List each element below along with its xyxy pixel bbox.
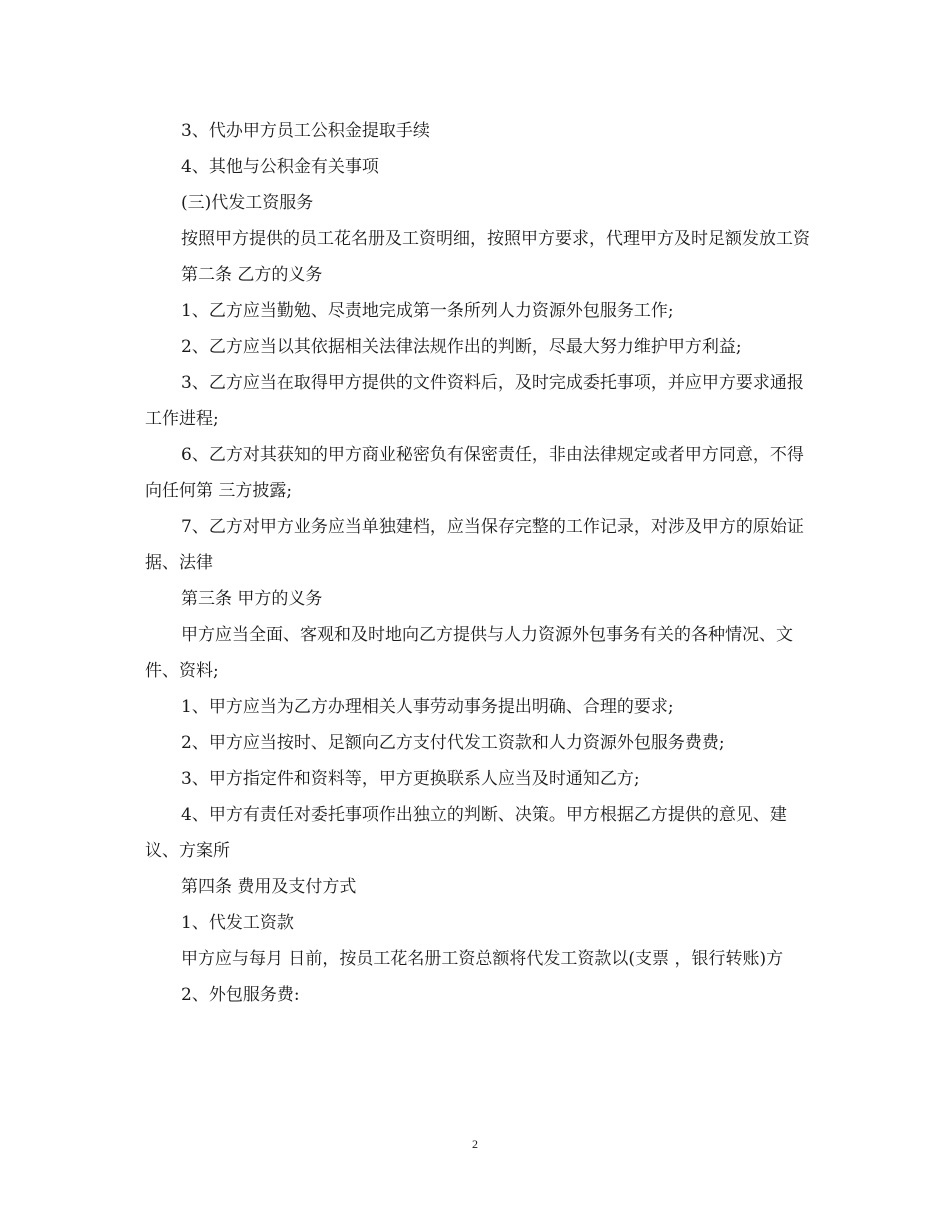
paragraph: 6、乙方对其获知的甲方商业秘密负有保密责任，非由法律规定或者甲方同意，不得向任何第 三方披露; — [145, 445, 804, 501]
document-body — [145, 113, 815, 1013]
paragraph: 甲方应与每月 日前，按员工花名册工资总额将代发工资款以(支票 ，银行转账)方 — [181, 949, 784, 969]
article-heading: 第二条 乙方的义务 — [181, 265, 323, 285]
paragraph: 1、甲方应当为乙方办理相关人事劳动事务提出明确、合理的要求; — [181, 697, 674, 717]
page-number: 2 — [472, 1137, 478, 1151]
paragraph: 2、甲方应当按时、足额向乙方支付代发工资款和人力资源外包服务费费; — [181, 733, 725, 753]
article-heading: 第四条 费用及支付方式 — [181, 877, 357, 897]
paragraph: 2、乙方应当以其依据相关法律法规作出的判断，尽最大努力维护甲方利益; — [181, 337, 742, 357]
paragraph: 1、代发工资款 — [181, 913, 294, 933]
paragraph: 4、甲方有责任对委托事项作出独立的判断、决策。甲方根据乙方提供的意见、建议、方案所 — [145, 805, 787, 861]
paragraph: 1、乙方应当勤勉、尽责地完成第一条所列人力资源外包服务工作; — [181, 301, 674, 321]
paragraph: 2、外包服务费: — [181, 985, 300, 1005]
article-heading: 第三条 甲方的义务 — [181, 589, 323, 609]
paragraph: 4、其他与公积金有关事项 — [181, 157, 379, 177]
paragraph: 甲方应当全面、客观和及时地向乙方提供与人力资源外包事务有关的各种情况、文件、资料; — [145, 625, 793, 681]
paragraph: 按照甲方提供的员工花名册及工资明细，按照甲方要求，代理甲方及时足额发放工资 — [181, 229, 810, 249]
section-heading: (三)代发工资服务 — [181, 193, 314, 213]
paragraph: 3、乙方应当在取得甲方提供的文件资料后，及时完成委托事项，并应甲方要求通报工作进程; — [145, 373, 804, 429]
paragraph: 3、甲方指定件和资料等，甲方更换联系人应当及时通知乙方; — [181, 769, 640, 789]
paragraph: 7、乙方对甲方业务应当单独建档，应当保存完整的工作记录，对涉及甲方的原始证据、法律 — [145, 517, 804, 573]
paragraph: 3、代办甲方员工公积金提取手续 — [181, 121, 430, 141]
